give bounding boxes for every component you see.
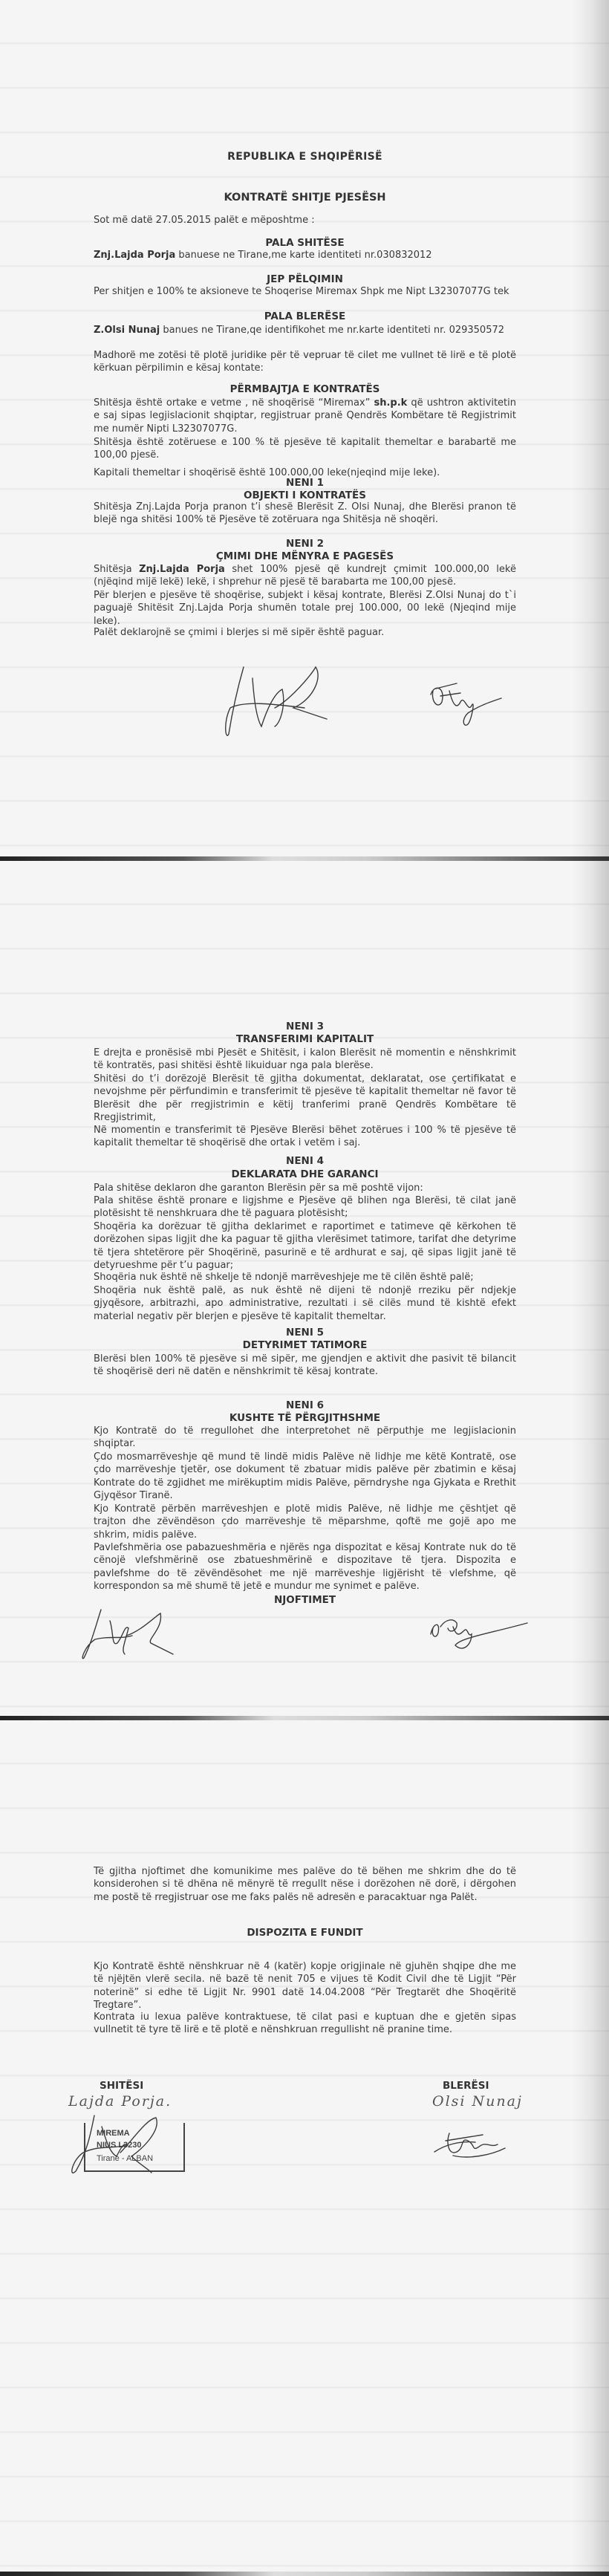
buyer-signature-page-3 <box>431 2126 512 2159</box>
text: Shitësja është ortake e vetme , në shoqërisë “Miremax” <box>94 397 374 409</box>
seller-details <box>94 249 516 261</box>
text: që ushtron aktivitetin e saj sipas legjislacionit shqiptar, regjistruar pranë Qendrës Kombëtare të Regjistrimit me numër Nipti L32307077G. <box>94 397 516 435</box>
seller-name: Znj.Lajda Porja <box>139 564 225 575</box>
stamp-line-3: Tirane - ALBAN <box>97 2154 154 2163</box>
republic-heading: REPUBLIKA E SHQIPËRISË <box>227 151 382 163</box>
article-2-paragraph-1 <box>94 563 516 589</box>
article-4-paragraph-5: Shoqëria nuk është palë, as nuk është në dijeni të ndonjë rreziku për ndjekje gjyqësore, arbitrazhi, apo administrative, rezultati i së cilës mund të kishtë efekt material negativ për blerjen e pjesëve të kapitalit themeltar. <box>94 1285 516 1322</box>
article-4-paragraph-4: Shoqëria nuk është në shkelje të ndonjë marrëveshjeje me të cilën është palë; <box>94 1272 474 1283</box>
seller-info: banuese ne Tirane,me karte identiteti nr.030832012 <box>175 250 432 261</box>
article-5-paragraph-1: Blerësi blen 100% të pjesëve si më sipër, me gjendjen e aktivit dhe pasivit të bilancit të shoqërisë deri në datën e nënshkrimit të kësaj kontrate. <box>94 1353 516 1378</box>
final-provisions-title: DISPOZITA E FUNDIT <box>247 1927 363 1939</box>
final-paragraph-2: Kontrata iu lexua palëve kontraktuese, të cilat pasi e kuptuan dhe e gjetën sipas vullnetit të tyre të lirë e të plotë e nënshkruan rregullisht në pranine time. <box>94 2011 516 2036</box>
article-1-number: NENI 1 <box>286 477 324 489</box>
seller-label: SHITËSI <box>100 2080 144 2092</box>
article-3-paragraph-1: E drejta e pronësisë mbi Pjesët e Shitësit, i kalon Blerësit në momentin e nënshkrimit të kontratës, pasi shitësi është likuiduar nga pala blerëse. <box>94 1047 516 1072</box>
seller-signature-page-3 <box>68 2112 165 2179</box>
seller-name: Znj.Lajda Porja <box>94 250 176 261</box>
article-3-paragraph-2: Shitësi do t’i dorëzojë Blerësit të gjitha dokumentat, deklaratat, ose çertifikatat e nevojshme për përfundimin e transferimit të pjesëve të kapitalit themeltar në favor të Blerësit dhe për rregjistrimin e këtij tranferimi pranë Qendrës Kombëtare të Rregjistrimit, <box>94 1073 516 1124</box>
buyer-heading: PALA BLERËSE <box>264 310 346 322</box>
article-4-title: DEKLARATA DHE GARANCI <box>231 1168 379 1180</box>
article-2-number: NENI 2 <box>286 538 324 550</box>
article-6-paragraph-2: Çdo mosmarrëveshje që mund të lindë midis Palëve në lidhje me këtë Kontratë, ose çdo marrëveshje tjetër, ose dokument të zbatuar midis palëve për zbatimin e kësaj Kontrate do të zgjidhet me mirëkuptim midis Palëve, përndryshe nga Gjykata e Rrethit Gjyqësor Tiranë. <box>94 1451 516 1502</box>
buyer-name: Z.Olsi Nunaj <box>94 325 160 336</box>
content-paragraph-1 <box>94 397 516 435</box>
final-paragraph-1: Kjo Kontratë është nënshkruar në 4 (katër) kopje origjinale në gjuhën shqipe dhe me të njëjtën vlerë secila. në bazë të nenit 705 e vijues të Kodit Civil dhe të Ligjit “Për noterinë” si edhe të Ligjit Nr. 9901 datë 14.04.2008 “Për Tregtarët dhe Shoqëritë Tregtare”. <box>94 1961 516 2011</box>
article-4-paragraph-1: Pala shitëse deklaron dhe garanton Blerësin për sa më poshtë vijon: <box>94 1183 423 1194</box>
intro-text: Sot më datë 27.05.2015 palët e mëposhtme : <box>94 215 315 226</box>
content-paragraph-2: Shitësja është zotëruese e 100 % të pjesëve të kapitalit themeltar e barabartë me 100,00 pjesë. <box>94 437 516 461</box>
article-4-paragraph-2: Pala shitëse është pronare e ligjshme e Pjesëve që blihen nga Blerësi, të cilat janë plotësisht të nenshkruara dhe të paguara plotësisht; <box>94 1195 516 1220</box>
article-2-paragraph-2: Për blerjen e pjesëve të shoqërise, subjekt i kësaj kontrate, Blerësi Z.Olsi Nunaj do t`i paguajë Shitësit Znj.Lajda Porja shumën totale prej 100.000, 00 lekë (Njeqind mije leke). <box>94 590 516 627</box>
stamp-line-1: MIREMA <box>97 2129 130 2138</box>
article-4-paragraph-3: Shoqëria ka dorëzuar të gjitha deklarimet e raportimet e tatimeve që kërkohen të dorëzohen sipas ligjit dhe ka paguar të gjitha vlerësimet tatimore, tarifat dhe detyrime të tjera shtetërore për Shoqërinë, pasurinë e të ardhurat e saj, që sipas ligjit janë të detyrueshme për t’u paguar; <box>94 1221 516 1272</box>
stamp-line-2: NIUS L3230 <box>97 2141 142 2150</box>
notices-paragraph: Të gjitha njoftimet dhe komunikime mes palëve do të bëhen me shkrim dhe do të konsiderohen si të dhëna në mënyrë të rregullt nëse i dorëzohen në dorë, i dërgohen me postë të rregjistruar ose me faks palës në adresën e paracaktuar nga Palët. <box>94 1866 516 1903</box>
article-6-title: KUSHTE TË PËRGJITHSHME <box>229 1412 381 1424</box>
article-3-title: TRANSFERIMI KAPITALIT <box>235 1033 374 1045</box>
buyer-signature-page-1 <box>427 680 501 735</box>
article-6-paragraph-3: Kjo Kontratë përbën marrëveshjen e plotë midis Palëve, në lidhje me çështjet që trajton dhe zëvëndëson çdo marrëveshje të mëparshme, qoftë me gojë apo me shkrim, midis palëve. <box>94 1503 516 1541</box>
article-6-paragraph-1: Kjo Kontratë do të rregullohet dhe interpretohet në përputhje me legjislacionin shqiptar. <box>94 1425 516 1450</box>
buyer-label: BLERËSI <box>443 2080 489 2092</box>
article-2-title: ÇMIMI DHE MËNYRA E PAGESËS <box>215 550 394 562</box>
content-paragraph-3: Kapitali themeltar i shoqërisë është 100.000,00 leke(njeqind mije leke). <box>94 467 440 478</box>
buyer-signature-page-2 <box>427 1612 527 1656</box>
article-1-title: OBJEKTI I KONTRATËS <box>244 489 366 501</box>
article-5-title: DETYRIMET TATIMORE <box>242 1339 368 1351</box>
contract-title: KONTRATË SHITJE PJESËSH <box>224 192 386 204</box>
content-heading: PËRMBAJTJA E KONTRATËS <box>229 383 380 395</box>
seller-signature-page-1 <box>223 663 334 741</box>
article-4-number: NENI 4 <box>286 1155 324 1167</box>
page-bottom-edge <box>0 2572 609 2576</box>
buyer-handwritten-name: Olsi Nunaj <box>432 2093 523 2110</box>
seller-heading: PALA SHITËSE <box>265 237 345 249</box>
buyer-info: banues ne Tirane,qe identifikohet me nr.karte identiteti nr. 029350572 <box>160 325 505 336</box>
text: shet 100% pjesë që kundrejt çmimit 100.000,00 lekë (njëqind mijë lekë) lekë, i shprehur në pjesë të barabarta me 100,00 pjesë. <box>94 564 516 588</box>
consent-text: Per shitjen e 100% te aksioneve te Shoqerise Miremax Shpk me Nipt L32307077G tek <box>94 286 509 297</box>
article-6-number: NENI 6 <box>286 1399 324 1411</box>
article-3-paragraph-3: Në momentin e transferimit të Pjesëve Blerësi bëhet zotërues i 100 % të pjesëve të kapitalit themeltar të shoqërisë dhe ortak i vetëm i saj. <box>94 1125 516 1149</box>
article-2-paragraph-3: Palët deklarojnë se çmimi i blerjes si më sipër është paguar. <box>94 627 385 638</box>
buyer-details <box>94 324 516 336</box>
article-1-text: Shitësja Znj.Lajda Porja pranon t’i shesë Blerësit Z. Olsi Nunaj, dhe Blerësi pranon të blejë nga shitësi 100% të Pjesëve të zotëruara nga Shitësja në shoqëri. <box>94 501 516 526</box>
text: Shitësja <box>94 564 140 575</box>
seller-handwritten-name: Lajda Porja. <box>68 2093 172 2110</box>
seller-signature-page-2 <box>80 1606 177 1662</box>
article-3-number: NENI 3 <box>286 1021 324 1032</box>
article-6-paragraph-4: Pavlefshmëria ose pabazueshmëria e njërës nga dispozitat e kësaj Kontrate nuk do të cënojë vlefshmërinë ose zbatueshmërinë e dispozitave të tjera. Dispozita e pavlefshme do të zëvëndësohet me një marrëveshje ligjërisht të vlefshme, që korrespondon sa më shumë të jetë e mundur me synimet e palëve. <box>94 1542 516 1593</box>
article-5-number: NENI 5 <box>286 1327 324 1339</box>
buyer-capacity: Madhorë me zotësi të plotë juridike për të vepruar të cilet me vullnet të lirë e të plotë kërkuan përpilimin e kësaj kontate: <box>94 350 516 374</box>
company-type: sh.p.k <box>374 397 408 409</box>
consent-heading: JEP PËLQIMIN <box>267 273 343 285</box>
notices-title: NJOFTIMET <box>273 1594 336 1606</box>
